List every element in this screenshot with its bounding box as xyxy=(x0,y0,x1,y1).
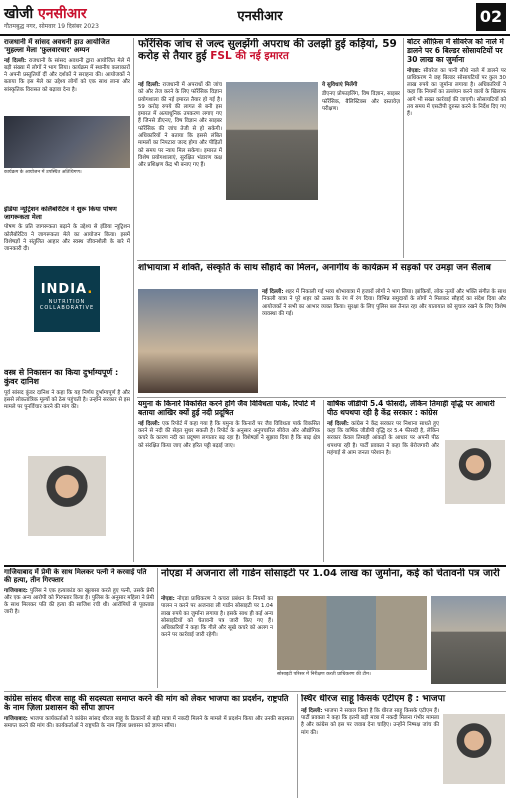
article-text: कांग्रेस ने केंद्र सरकार पर निशाना साधते हुए कहा कि वार्षिक जीडीपी वृद्धि दर 5.4 फीसदी है, लेकिन सरकार केवल तिमाही आंकड़ों के आधार पर अपनी पीठ थपथपा रही है। पार्टी प्रवक्ता ने कहा कि बेरोजगारी और महंगाई से आम जनता परेशान है। xyxy=(327,420,439,456)
masthead xyxy=(0,0,510,36)
section-title: एनसीआर xyxy=(237,9,283,24)
article-body xyxy=(327,421,439,457)
byline: गाजियाबाद: xyxy=(4,587,28,594)
article-text: सीवरेज का पानी सीधे नाले में डालने पर प्राधिकरण ने छह बिल्डर सोसायटियों पर कुल 30 लाख रुपये का जुर्माना लगाया है। अधिकारियों ने कहा कि नियमों का उल्लंघन करने वालों के खिलाफ आगे भी सख्त कार्रवाई की जाएगी। सोसायटियों को तय समय में एसटीपी दुरुस्त करने के निर्देश दिए गए हैं। xyxy=(407,67,506,118)
logo-sub: NUTRITION COLLABORATIVE xyxy=(39,299,95,311)
facilities-heading: ये सुविधाएं मिलेंगी xyxy=(322,82,358,88)
story-dheeraj xyxy=(301,694,506,798)
article-body xyxy=(161,596,273,642)
article-text: राजधानी के सांसद अवधनी द्वारा आयोजित मेले में बड़ी संख्या में लोगों ने भाग लिया। कार्यक्रम में स्थानीय कलाकारों ने अपनी प्रस्तुतियाँ दीं और दर्शकों ने सराहना की। आयोजकों ने बताया कि इस मेले का उद्देश्य लोगों को एक साथ लाना और सांस्कृतिक विरासत को बढ़ावा देना है। xyxy=(4,57,130,93)
column-rule xyxy=(297,694,298,798)
story-noida-garden xyxy=(161,568,506,688)
politician-photo xyxy=(443,714,505,784)
lead-story xyxy=(138,38,400,258)
story-yamuna xyxy=(138,400,320,562)
headline: बोटर ऑफ़िस में सीवरेज को नाले में डालने पर 6 बिल्डर सोसायटियों पर 30 लाख का जुर्माना xyxy=(407,38,504,64)
byline: नई दिल्ली: xyxy=(138,82,161,88)
column-rule xyxy=(323,400,324,562)
article-body xyxy=(4,588,154,617)
article-body xyxy=(301,708,439,737)
headline: स्थिर धीरज साहू किसके एटीएम हैं : भाजपा xyxy=(301,694,446,704)
facilities-box xyxy=(322,82,400,115)
article-text: पुलिस ने एक हत्याकांड का खुलासा करते हुए पत्नी, उसके प्रेमी और एक अन्य आरोपी को गिरफ्तार किया है। पुलिस के अनुसार महिला ने प्रेमी के साथ मिलकर पति की हत्या की साजिश रची थी। आरोपियों से पूछताछ जारी है। xyxy=(4,587,154,616)
article-body xyxy=(138,82,222,172)
article-body: पूर्व सांसद कुंवर दानिश ने कहा कि यह निर्णय दुर्भाग्यपूर्ण है और इससे लोकतांत्रिक मूल्यों को ठेस पहुंचती है। उन्होंने सरकार से इस मामले पर पुनर्विचार करने की मांग की। xyxy=(4,389,130,411)
article-body xyxy=(4,716,294,731)
byline: नोएडा: xyxy=(161,596,175,602)
article-text: भाजपा ने सवाल किया है कि धीरज साहू किसके एटीएम हैं। पार्टी प्रवक्ता ने कहा कि इतनी बड़ी मात्रा में नकदी मिलना गंभीर मामला है और कांग्रेस को इस पर जवाब देना चाहिए। उन्होंने निष्पक्ष जांच की मांग की। xyxy=(301,707,439,736)
headline: कांग्रेस सांसद धीरज साहू की सदस्यता समाप्त करने की मांग को लेकर भाजपा का प्रदर्शन, राष्ट्रपति के नाम ज़िला प्रशासन को सौंपा ज्ञापन xyxy=(4,694,289,713)
masthead-date: गौतमबुद्ध नगर, सोमवार 19 दिसंबर 2023 xyxy=(4,23,99,30)
portrait-photo xyxy=(28,456,106,536)
article-body xyxy=(4,58,130,94)
spokesperson-photo xyxy=(445,440,505,504)
story-left-top xyxy=(4,38,130,203)
logo-main: खोजी xyxy=(4,6,34,22)
column-rule xyxy=(403,38,404,258)
society-photo-2 xyxy=(431,596,506,684)
story-shobhayatra xyxy=(138,263,506,395)
article-text: नोएडा प्राधिकरण ने कचरा प्रबंधन के नियमों का पालन न करने पर अजनारा ली गार्डन सोसाइटी पर 1.04 लाख रुपये का जुर्माना लगाया है। इसके साथ ही कई अन्य सोसाइटियों को चेतावनी पत्र जारी किए गए हैं। अधिकारियों ने कहा कि गीले और सूखे कचरे को अलग न करने पर कार्रवाई जारी रहेगी। xyxy=(161,596,273,639)
article-text: शहर में निकाली गई भव्य शोभायात्रा में हजारों लोगों ने भाग लिया। झांकियों, लोक नृत्यों और भक्ति संगीत के साथ निकली यात्रा ने पूरे शहर को उत्सव के रंग में रंग दिया। विभिन्न समुदायों के लोगों ने मिलकर सौहार्द का संदेश दिया और आयोजकों ने सभी का आभार व्यक्त किया। सुरक्षा के लिए पुलिस बल तैनात रहा और यातायात को सुचारु रखने के लिए विशेष व्यवस्था की गई। xyxy=(262,289,506,317)
story-congress xyxy=(4,694,294,798)
story-gdp xyxy=(327,400,506,562)
story-nutrition xyxy=(4,206,130,366)
byline: नई दिल्ली: xyxy=(262,289,284,295)
story-gaziabad xyxy=(4,568,154,688)
row-rule xyxy=(4,691,506,692)
headline: शोभायात्रा में शक्ति, संस्कृति के साथ सौहार्द का मिलन, अनागीय के कार्यक्रम में सड़कों पर उमड़ा जन सैलाब xyxy=(138,263,491,273)
headline: राजधानी में सांसद अवधनी हाउ आयोजित 'मुहल्ला मेला 'फ़ुलवारचार' अम्पन xyxy=(4,38,110,55)
fsl-building-photo xyxy=(226,82,318,200)
headline: गाजियाबाद में प्रेमी के साथ मिलकर पत्नी ने करवाई पति की हत्या, तीन गिरफ्तार xyxy=(4,568,147,585)
headline: वस्त्र से निकासन का किया दुर्भाग्यपूर्ण : कुंवर दानिश xyxy=(4,368,119,387)
byline: नई दिल्ली: xyxy=(4,57,27,64)
nutrition-logo xyxy=(34,266,100,332)
article-body xyxy=(138,421,320,450)
article-text: भाजपा कार्यकर्ताओं ने कांग्रेस सांसद धीरज साहू के ठिकानों से बड़ी मात्रा में नकदी मिलने के मामले में प्रदर्शन किया और उनकी सदस्यता समाप्त करने की मांग की। कार्यकर्ताओं ने राष्ट्रपति के नाम ज़िला प्रशासन को ज्ञापन सौंपा। xyxy=(4,715,294,730)
article-body: पोषण के प्रति जागरूकता बढ़ाने के उद्देश्य से इंडिया न्यूट्रिशन कोलैबोरेटिव ने जागरूकता मेले का आयोजन किया। इसमें विशेषज्ञों ने संतुलित आहार और स्वस्थ जीवनशैली के बारे में जानकारी दी। xyxy=(4,224,130,253)
event-photo xyxy=(4,116,130,168)
column-rule xyxy=(157,568,158,688)
procession-photo xyxy=(138,289,258,393)
photo-caption: सोसाइटी परिसर में निरीक्षण करती प्राधिकरण की टीम। xyxy=(277,672,371,677)
logo-name: INDIA. xyxy=(40,282,94,297)
lead-headline-text: फॉरेंसिक जांच से जल्द सुलझेंगी अपराध की उलझी हुई कड़ियां, 59 करोड़ से तैयार हुई xyxy=(138,38,397,63)
row-rule xyxy=(137,260,506,261)
facilities-text: डीएनए प्रोफाइलिंग, विष विज्ञान, साइबर फॉरेंसिक, बैलिस्टिक्स और दस्तावेज़ परीक्षण। xyxy=(322,91,400,112)
headline: नोएडा में अजनारा ली गार्डन सोसाइटी पर 1.04 लाख का जुर्माना, कई को चेतावनी पत्र जारी xyxy=(161,568,500,579)
article-body xyxy=(262,289,506,320)
photo-caption: कार्यक्रम के आयोजन में उपस्थित अतिथिगण। xyxy=(4,170,82,175)
story-bastr xyxy=(4,368,130,564)
article-text: राजधानी में अपराधों की जांच को और तेज करने के लिए फॉरेंसिक विज्ञान प्रयोगशाला की नई इमारत तैयार हो गई है। 59 करोड़ रुपये की लागत से बनी इस इमारत में अत्याधुनिक उपकरण लगाए गए हैं जिनसे डीएनए, विष विज्ञान और साइबर फॉरेंसिक की जांच तेजी से हो सकेगी। अधिकारियों ने बताया कि इससे लंबित मामलों का निपटारा जल्द होगा और पीड़ितों को समय पर न्याय मिल सकेगा। इमारत में विशेष प्रयोगशालाएं, सुरक्षित भंडारण कक्ष और प्रशिक्षण केंद्र भी बनाए गए हैं। xyxy=(138,82,222,169)
row-rule xyxy=(137,397,506,398)
logo-accent: एनसीआर xyxy=(37,6,87,22)
headline: वार्षिक जीडीपी 5.4 फीसदी, लेकिन तिमाही वृद्धि पर आधारी पीठ थपथपा रही है केंद्र सरकार : कांग्रेस xyxy=(327,400,495,417)
column-rule xyxy=(133,38,134,562)
lead-headline-accent: FSL की नई इमारत xyxy=(210,50,289,63)
society-photo xyxy=(277,596,427,670)
byline: नई दिल्ली: xyxy=(327,420,349,427)
article-text: एक रिपोर्ट में कहा गया है कि यमुना के किनारों पर जैव विविधता पार्क विकसित करने से नदी की सेहत सुधर सकती है। रिपोर्ट के अनुसार अनुपचारित सीवेज और औद्योगिक कचरे के कारण नदी का प्रदूषण लगातार बढ़ रहा है। विशेषज्ञों ने सुझाव दिया है कि बाढ़ क्षेत्र को संरक्षित किया जाए और हरित पट्टी बढ़ाई जाए। xyxy=(138,420,320,449)
headline: यमुना के किनारे विकसित करने होंगे जैव विविधता पार्क, रिपोर्ट में बताया आखिर क्यों हुई नदी प्रदूषित xyxy=(138,400,316,417)
story-boat xyxy=(407,38,506,258)
newspaper-logo xyxy=(4,4,87,23)
byline: गाजियाबाद: xyxy=(4,715,28,722)
page-number: 02 xyxy=(476,3,506,31)
article-body xyxy=(407,68,506,119)
row-rule xyxy=(4,565,506,567)
byline: नोएडा: xyxy=(407,67,421,74)
headline: इंडिया न्यूट्रिशन कोलैबोरेटिव ने शुरू किया पोषण जागरूकता मेला xyxy=(4,206,117,221)
lead-headline xyxy=(138,38,400,63)
byline: नई दिल्ली: xyxy=(138,420,160,427)
byline: नई दिल्ली: xyxy=(301,707,323,714)
